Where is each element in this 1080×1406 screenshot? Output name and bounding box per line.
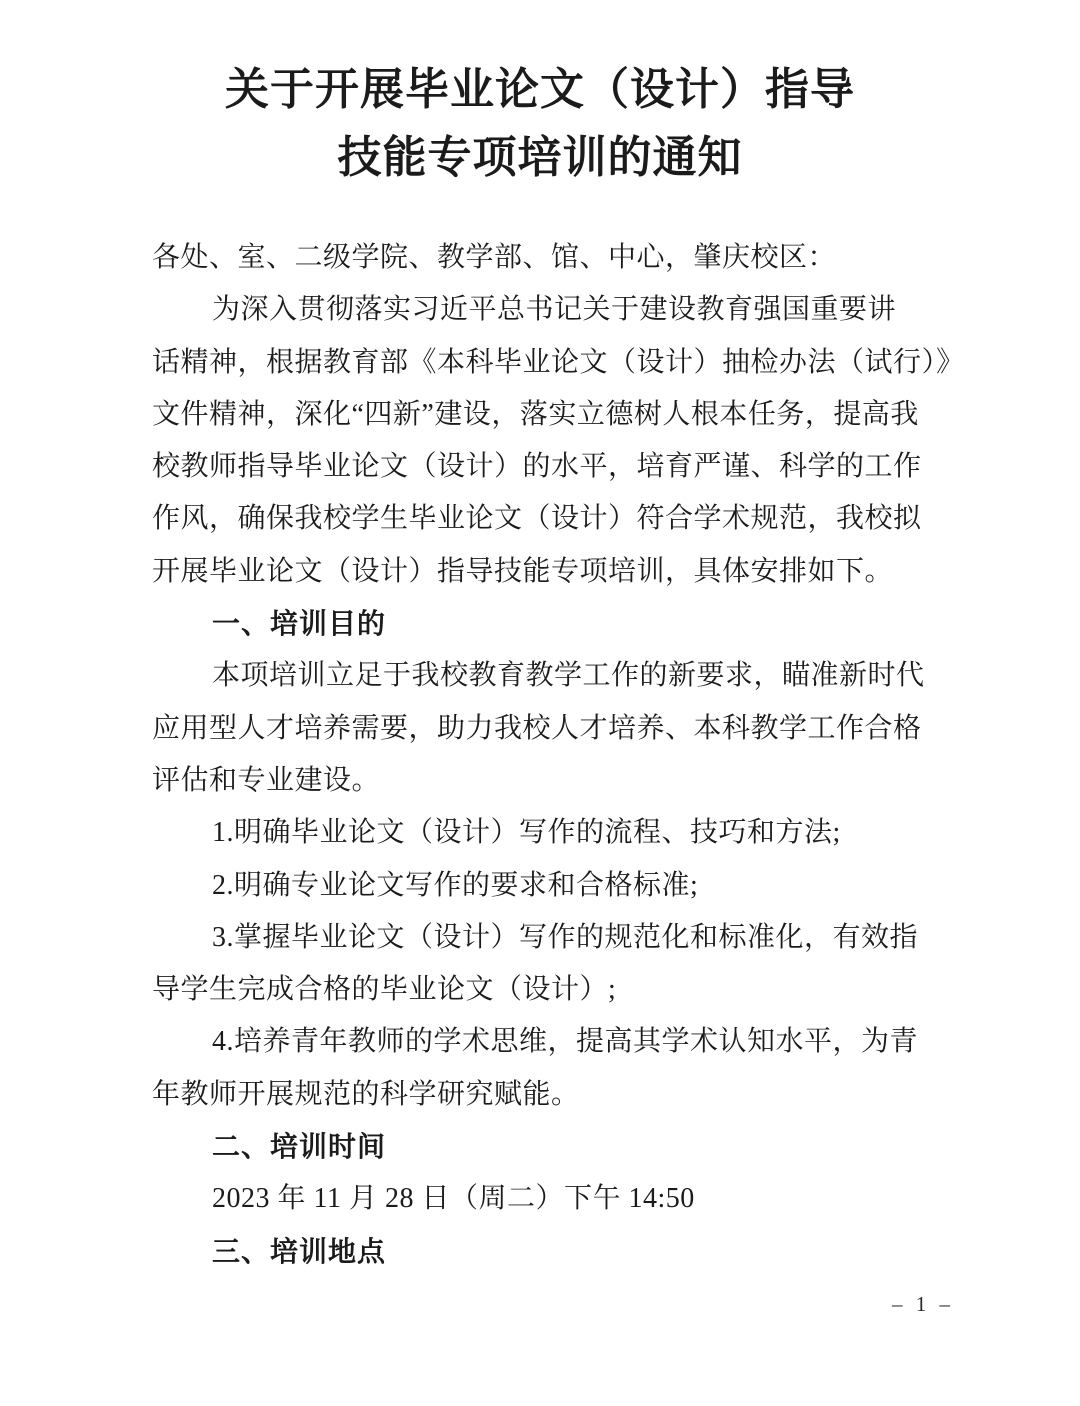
text-line: 作风，确保我校学生毕业论文（设计）符合学术规范，我校拟 bbox=[152, 503, 922, 535]
text-line: 评估和专业建设。 bbox=[152, 764, 381, 796]
text-line: 开展毕业论文（设计）指导技能专项培训，具体安排如下。 bbox=[152, 555, 894, 587]
text-line: 校教师指导毕业论文（设计）的水平，培育严谨、科学的工作 bbox=[152, 451, 922, 483]
text-line: 2023 年 11 月 28 日（周二）下午 14:50 bbox=[212, 1183, 695, 1215]
text-line: 3.掌握毕业论文（设计）写作的规范化和标准化，有效指 bbox=[212, 921, 919, 953]
section-heading: 一、培训目的 bbox=[212, 608, 387, 640]
text-line: 各处、室、二级学院、教学部、馆、中心，肇庆校区： bbox=[152, 242, 837, 273]
document-body bbox=[0, 232, 1080, 1278]
text-line: 本项培训立足于我校教育教学工作的新要求，瞄准新时代 bbox=[212, 660, 925, 692]
text-line: 导学生完成合格的毕业论文（设计）; bbox=[152, 974, 617, 1006]
text-line: 话精神，根据教育部《本科毕业论文（设计）抽检办法（试行）》 bbox=[152, 346, 965, 378]
section-heading: 二、培训时间 bbox=[212, 1131, 387, 1163]
document-title-line-2: 技能专项培训的通知 bbox=[337, 133, 743, 182]
text-line: 应用型人才培养需要，助力我校人才培养、本科教学工作合格 bbox=[152, 712, 922, 744]
text-line: 2.明确专业论文写作的要求和合格标准; bbox=[212, 869, 699, 901]
text-line: 年教师开展规范的科学研究赋能。 bbox=[152, 1078, 580, 1110]
section-heading: 三、培训地点 bbox=[212, 1235, 387, 1267]
text-line: 文件精神，深化“四新”建设，落实立德树人根本任务，提高我 bbox=[152, 398, 919, 430]
page-number: – 1 – bbox=[892, 1292, 954, 1316]
document-title bbox=[0, 56, 1080, 192]
document-title-line-1: 关于开展毕业论文（设计）指导 bbox=[225, 65, 855, 114]
text-line: 4.培养青年教师的学术思维，提高其学术认知水平，为青 bbox=[212, 1026, 919, 1058]
text-line: 为深入贯彻落实习近平总书记关于建设教育强国重要讲 bbox=[212, 294, 897, 326]
text-line: 1.明确毕业论文（设计）写作的流程、技巧和方法; bbox=[212, 817, 841, 849]
